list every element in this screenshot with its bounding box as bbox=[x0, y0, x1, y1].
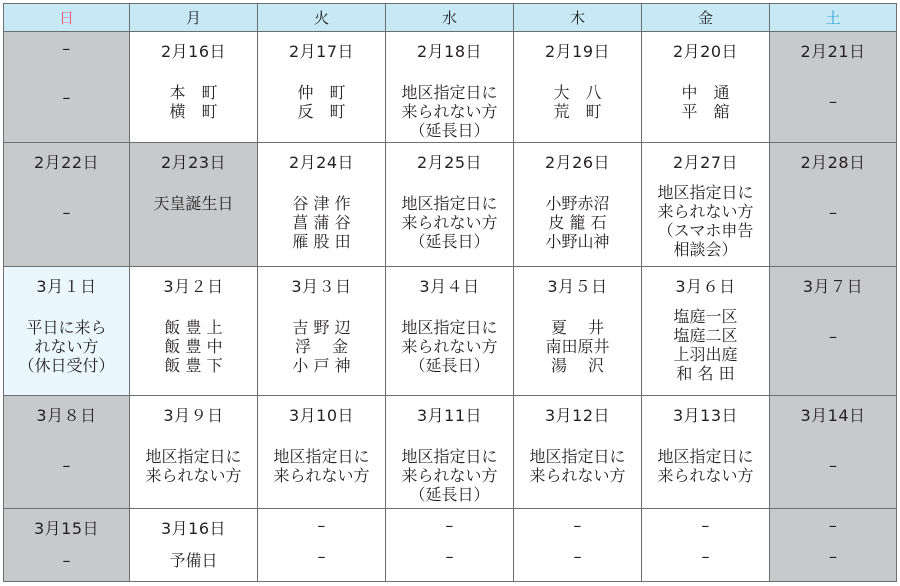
day-date: 3月１日 bbox=[36, 277, 97, 296]
day-content bbox=[130, 83, 257, 121]
schedule-calendar bbox=[3, 3, 897, 582]
day-content-line: – bbox=[829, 327, 837, 346]
day-content bbox=[4, 203, 129, 222]
day-cell bbox=[4, 267, 130, 396]
day-content bbox=[642, 547, 769, 566]
day-content bbox=[514, 83, 641, 121]
day-cell bbox=[386, 509, 514, 582]
day-content-line: （スマホ申告 bbox=[657, 221, 754, 240]
day-date: 2月25日 bbox=[416, 153, 483, 172]
day-content-line: – bbox=[829, 456, 837, 475]
day-content bbox=[130, 194, 257, 213]
day-content-line: 横 町 bbox=[169, 102, 218, 121]
day-content-line: 和 名 田 bbox=[676, 364, 735, 383]
day-date: 3月10日 bbox=[288, 406, 355, 425]
day-content-line: 小野山神 bbox=[545, 232, 610, 251]
weekday-header-wednesday: 水 bbox=[386, 4, 514, 32]
day-date: 2月17日 bbox=[288, 42, 355, 61]
day-content bbox=[642, 83, 769, 121]
week-row bbox=[4, 143, 897, 267]
day-date: 3月８日 bbox=[36, 406, 97, 425]
day-content bbox=[386, 447, 513, 504]
day-cell bbox=[4, 143, 130, 267]
day-content-line: 荒 町 bbox=[553, 102, 602, 121]
day-content-line: 平 舘 bbox=[681, 102, 730, 121]
day-cell bbox=[258, 143, 386, 267]
day-content-line: 浮 金 bbox=[294, 337, 349, 356]
day-content-line: （延長日） bbox=[409, 356, 490, 375]
day-cell bbox=[770, 143, 897, 267]
day-content-line: 地区指定日に bbox=[401, 194, 498, 213]
day-content-line: – bbox=[701, 547, 710, 566]
day-date: 2月20日 bbox=[672, 42, 739, 61]
week-row bbox=[4, 267, 897, 396]
day-content-line: れない方 bbox=[34, 337, 99, 356]
day-content-line: – bbox=[62, 88, 71, 107]
day-content bbox=[770, 203, 896, 222]
day-content-line: 飯 豊 下 bbox=[164, 356, 223, 375]
day-date: 3月15日 bbox=[33, 519, 100, 538]
day-content-line: 地区指定日に bbox=[401, 318, 498, 337]
day-date: 3月６日 bbox=[675, 277, 736, 296]
day-date: 3月５日 bbox=[547, 277, 608, 296]
week-row bbox=[4, 509, 897, 582]
day-cell bbox=[514, 32, 642, 143]
day-cell bbox=[770, 32, 897, 143]
day-cell bbox=[4, 32, 130, 143]
day-content-line: 平日に来ら bbox=[26, 318, 107, 337]
day-content bbox=[258, 447, 385, 485]
day-content-line: 小野赤沼 bbox=[545, 194, 610, 213]
day-content bbox=[386, 194, 513, 251]
weekday-header-tuesday: 火 bbox=[258, 4, 386, 32]
day-cell bbox=[386, 267, 514, 396]
day-cell bbox=[514, 143, 642, 267]
day-cell bbox=[4, 509, 130, 582]
day-date: 2月18日 bbox=[416, 42, 483, 61]
day-content-line: 湯 沢 bbox=[550, 356, 605, 375]
day-date: 2月16日 bbox=[160, 42, 227, 61]
day-content bbox=[642, 447, 769, 485]
weekday-header-row bbox=[4, 4, 897, 32]
day-content-line: – bbox=[317, 547, 326, 566]
day-content bbox=[514, 447, 641, 485]
day-content-line: – bbox=[445, 547, 454, 566]
day-content-line: – bbox=[62, 551, 71, 570]
day-content-line: – bbox=[829, 92, 837, 111]
day-content-line: 地区指定日に bbox=[657, 183, 754, 202]
day-date: 3月３日 bbox=[291, 277, 352, 296]
day-date: – bbox=[62, 39, 71, 58]
day-cell bbox=[642, 32, 770, 143]
weekday-header-sunday: 日 bbox=[4, 4, 130, 32]
day-content-line: （休日受付） bbox=[18, 356, 115, 375]
day-content bbox=[642, 183, 769, 259]
day-date: 2月26日 bbox=[544, 153, 611, 172]
day-content-line: 菖 蒲 谷 bbox=[292, 213, 351, 232]
day-cell bbox=[514, 509, 642, 582]
day-content-line: 地区指定日に bbox=[401, 83, 498, 102]
day-cell bbox=[386, 143, 514, 267]
day-date: 2月27日 bbox=[672, 153, 739, 172]
day-content bbox=[386, 547, 513, 566]
weekday-header-friday: 金 bbox=[642, 4, 770, 32]
day-cell bbox=[130, 143, 258, 267]
day-content bbox=[770, 456, 896, 475]
day-content-line: – bbox=[829, 203, 837, 222]
day-cell bbox=[770, 267, 897, 396]
weekday-header-thursday: 木 bbox=[514, 4, 642, 32]
day-cell bbox=[258, 32, 386, 143]
day-content-line: 来られない方 bbox=[529, 466, 626, 485]
day-content-line: – bbox=[62, 456, 71, 475]
day-date: 3月11日 bbox=[416, 406, 483, 425]
day-cell bbox=[258, 509, 386, 582]
day-date: – bbox=[573, 516, 582, 535]
day-date: 2月24日 bbox=[288, 153, 355, 172]
day-date: 3月12日 bbox=[544, 406, 611, 425]
day-date: 2月21日 bbox=[800, 42, 866, 61]
day-content bbox=[514, 318, 641, 375]
day-content-line: 谷 津 作 bbox=[292, 194, 351, 213]
day-date: 3月９日 bbox=[163, 406, 224, 425]
day-content bbox=[770, 327, 896, 346]
day-cell bbox=[514, 396, 642, 509]
day-content-line: 地区指定日に bbox=[529, 447, 626, 466]
day-cell bbox=[130, 396, 258, 509]
day-content bbox=[130, 447, 257, 485]
day-content-line: 来られない方 bbox=[401, 213, 498, 232]
day-cell bbox=[130, 509, 258, 582]
day-cell bbox=[130, 267, 258, 396]
day-content-line: – bbox=[62, 203, 71, 222]
day-content-line: – bbox=[829, 547, 837, 566]
day-date: – bbox=[317, 516, 326, 535]
day-date: 2月22日 bbox=[33, 153, 100, 172]
day-content-line: 本 町 bbox=[169, 83, 218, 102]
day-content-line: 来られない方 bbox=[145, 466, 242, 485]
day-date: 2月28日 bbox=[800, 153, 866, 172]
day-content bbox=[514, 194, 641, 251]
day-content-line: 飯 豊 中 bbox=[164, 337, 223, 356]
day-cell bbox=[642, 267, 770, 396]
day-content bbox=[386, 318, 513, 375]
day-content-line: 中 通 bbox=[681, 83, 730, 102]
day-content-line: 飯 豊 上 bbox=[164, 318, 223, 337]
day-content-line: 地区指定日に bbox=[273, 447, 370, 466]
day-content-line: 来られない方 bbox=[657, 202, 754, 221]
day-content bbox=[642, 307, 769, 383]
day-content bbox=[258, 83, 385, 121]
day-content-line: （延長日） bbox=[409, 121, 490, 140]
weekday-header-monday: 月 bbox=[130, 4, 258, 32]
day-cell bbox=[770, 509, 897, 582]
day-content-line: 地区指定日に bbox=[657, 447, 754, 466]
day-content-line: 来られない方 bbox=[401, 102, 498, 121]
day-date: 3月14日 bbox=[800, 406, 866, 425]
day-cell bbox=[770, 396, 897, 509]
day-content-line: 吉 野 辺 bbox=[292, 318, 351, 337]
day-content bbox=[130, 318, 257, 375]
day-content bbox=[4, 551, 129, 570]
day-content bbox=[258, 318, 385, 375]
day-content-line: 反 町 bbox=[297, 102, 346, 121]
day-content bbox=[386, 83, 513, 140]
day-content bbox=[770, 547, 896, 566]
day-content bbox=[514, 547, 641, 566]
day-content-line: 上羽出庭 bbox=[673, 345, 738, 364]
day-cell bbox=[130, 32, 258, 143]
day-date: 3月13日 bbox=[672, 406, 739, 425]
day-cell bbox=[4, 396, 130, 509]
day-content bbox=[258, 194, 385, 251]
week-row bbox=[4, 396, 897, 509]
day-cell bbox=[258, 267, 386, 396]
day-content-line: （延長日） bbox=[409, 485, 490, 504]
day-cell bbox=[386, 32, 514, 143]
day-content bbox=[258, 547, 385, 566]
weekday-header-saturday: 土 bbox=[770, 4, 897, 32]
day-date: 3月４日 bbox=[419, 277, 480, 296]
day-content-line: 来られない方 bbox=[273, 466, 370, 485]
day-cell bbox=[642, 396, 770, 509]
day-content-line: 塩庭一区 bbox=[673, 307, 738, 326]
day-date: 2月19日 bbox=[544, 42, 611, 61]
day-content-line: 来られない方 bbox=[401, 466, 498, 485]
day-content-line: 地区指定日に bbox=[401, 447, 498, 466]
day-content-line: 南田原井 bbox=[545, 337, 610, 356]
day-content-line: 来られない方 bbox=[657, 466, 754, 485]
day-content-line: 地区指定日に bbox=[145, 447, 242, 466]
day-cell bbox=[642, 143, 770, 267]
week-row bbox=[4, 32, 897, 143]
day-content-line: 夏 井 bbox=[550, 318, 605, 337]
day-content bbox=[130, 551, 257, 570]
day-content bbox=[4, 88, 129, 107]
day-date: – bbox=[828, 516, 838, 535]
day-content-line: – bbox=[573, 547, 582, 566]
day-cell bbox=[386, 396, 514, 509]
day-content bbox=[770, 92, 896, 111]
day-date: 3月２日 bbox=[163, 277, 224, 296]
day-cell bbox=[514, 267, 642, 396]
day-content-line: 仲 町 bbox=[297, 83, 346, 102]
day-content-line: 小 戸 神 bbox=[292, 356, 351, 375]
day-date: – bbox=[445, 516, 454, 535]
day-content bbox=[4, 318, 129, 375]
day-content-line: 天皇誕生日 bbox=[153, 194, 234, 213]
day-content-line: 相談会） bbox=[673, 240, 738, 259]
day-content-line: 大 八 bbox=[553, 83, 602, 102]
day-content-line: 来られない方 bbox=[401, 337, 498, 356]
day-content-line: 塩庭二区 bbox=[673, 326, 738, 345]
day-date: 2月23日 bbox=[160, 153, 227, 172]
day-date: – bbox=[701, 516, 710, 535]
day-date: 3月７日 bbox=[802, 277, 864, 296]
day-cell bbox=[258, 396, 386, 509]
day-cell bbox=[642, 509, 770, 582]
day-content-line: （延長日） bbox=[409, 232, 490, 251]
day-content-line: 予備日 bbox=[169, 551, 218, 570]
day-content bbox=[4, 456, 129, 475]
day-content-line: 皮 籠 石 bbox=[548, 213, 607, 232]
day-content-line: 雁 股 田 bbox=[292, 232, 351, 251]
day-date: 3月16日 bbox=[160, 519, 227, 538]
